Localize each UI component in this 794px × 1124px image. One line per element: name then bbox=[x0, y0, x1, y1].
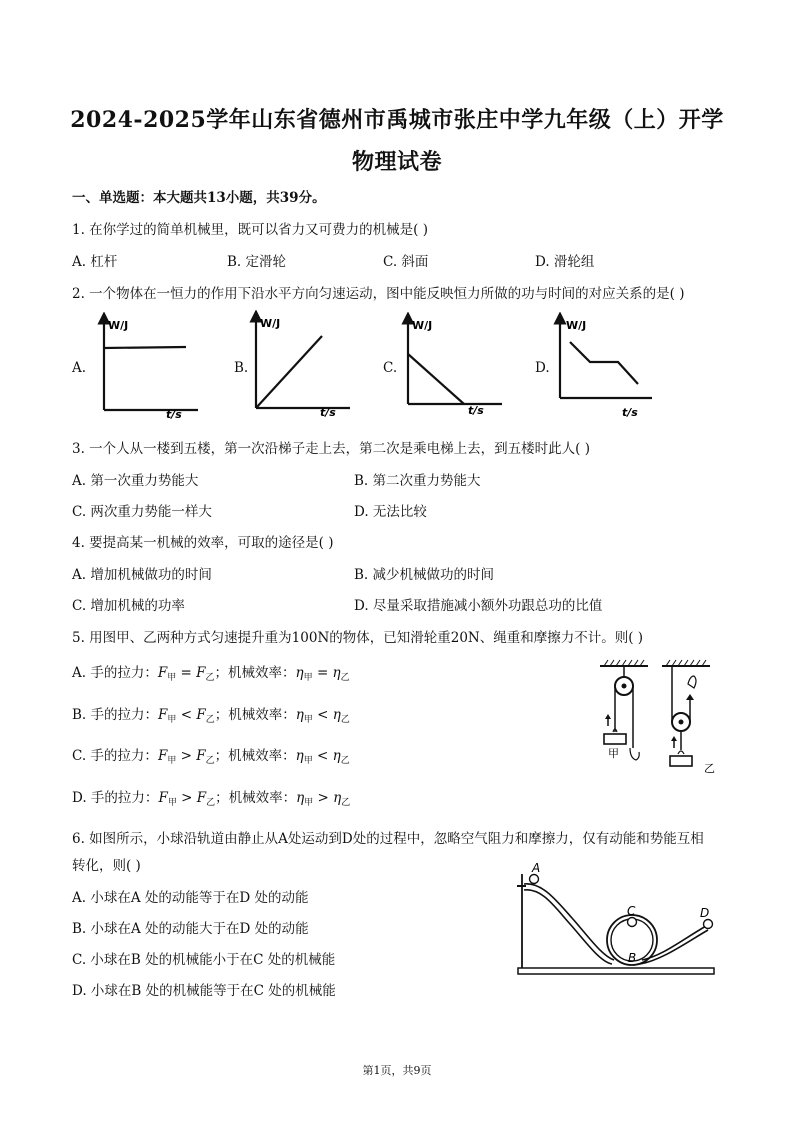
q4-option-c: C. 增加机械的功率 bbox=[72, 598, 185, 614]
graph-a-ylabel: W/J bbox=[108, 319, 129, 332]
q3-option-b: B. 第二次重力势能大 bbox=[354, 473, 481, 489]
q4-option-b: B. 减少机械做功的时间 bbox=[354, 567, 495, 583]
graph-a-xlabel: t/s bbox=[166, 408, 182, 420]
section-heading: 一、单选题：本大题共13小题，共39分。 bbox=[72, 190, 326, 206]
page-title: 2024-2025学年山东省德州市禹城市张庄中学九年级（上）开学 bbox=[70, 107, 724, 133]
q1-option-c: C. 斜面 bbox=[383, 254, 429, 270]
q4-stem: 4. 要提高某一机械的效率，可取的途径是( ) bbox=[72, 535, 334, 551]
q2-option-c: C. bbox=[383, 360, 398, 376]
q5-option-a: A. 手的拉力：$F_甲 = F_乙$；机械效率：$\eta_甲 = \eta_乙$ bbox=[72, 665, 350, 683]
track-label-d: D bbox=[700, 906, 710, 920]
q6-option-d: D. 小球在B 处的机械能等于在C 处的机械能 bbox=[72, 983, 336, 999]
q2-graph-c bbox=[396, 312, 506, 420]
track-label-c: C bbox=[627, 904, 636, 918]
q5-stem: 5. 用图甲、乙两种方式匀速提升重为100N的物体，已知滑轮重20N、绳重和摩擦力不计。则( ) bbox=[72, 630, 644, 646]
pulley-label-yi: 乙 bbox=[704, 762, 715, 775]
q4-option-d: D. 尽量采取措施减小额外功跟总功的比值 bbox=[354, 598, 603, 614]
q1-option-a: A. 杠杆 bbox=[72, 254, 118, 270]
q2-graph-d bbox=[548, 312, 660, 422]
q2-graph-b bbox=[244, 310, 354, 418]
q3-stem: 3. 一个人从一楼到五楼，第一次沿梯子走上去，第二次是乘电梯上去，到五楼时此人( ) bbox=[72, 441, 590, 457]
q6-option-b: B. 小球在A 处的动能大于在D 处的动能 bbox=[72, 921, 309, 937]
q5-option-b: B. 手的拉力：$F_甲 < F_乙$；机械效率：$\eta_甲 < \eta_乙$ bbox=[72, 707, 350, 725]
q5-pulley-figure bbox=[596, 656, 726, 784]
graph-d-ylabel: W/J bbox=[566, 319, 587, 332]
q6-track-figure bbox=[512, 860, 722, 980]
q6-stem-line1: 6. 如图所示，小球沿轨道由静止从A处运动到D处的过程中，忽略空气阻力和摩擦力，仅有动能和势能互相 bbox=[72, 831, 704, 847]
page-footer: 第1页，共9页 bbox=[362, 1064, 432, 1077]
q2-option-d: D. bbox=[535, 360, 550, 376]
graph-b-ylabel: W/J bbox=[260, 317, 281, 330]
q3-option-c: C. 两次重力势能一样大 bbox=[72, 504, 212, 520]
q5-option-c: C. 手的拉力：$F_甲 > F_乙$；机械效率：$\eta_甲 < \eta_乙$ bbox=[72, 748, 350, 766]
page-subtitle: 物理试卷 bbox=[351, 149, 442, 175]
track-label-b: B bbox=[628, 951, 637, 965]
q3-option-d: D. 无法比较 bbox=[354, 504, 427, 520]
q5-option-d: D. 手的拉力：$F_甲 > F_乙$；机械效率：$\eta_甲 > \eta_乙$ bbox=[72, 790, 351, 808]
q2-option-b: B. bbox=[234, 360, 249, 376]
q1-option-b: B. 定滑轮 bbox=[227, 254, 287, 270]
q1-option-d: D. 滑轮组 bbox=[535, 254, 595, 270]
q4-option-a: A. 增加机械做功的时间 bbox=[72, 567, 212, 583]
q2-stem: 2. 一个物体在一恒力的作用下沿水平方向匀速运动，图中能反映恒力所做的功与时间的对应关系的是( ) bbox=[72, 286, 685, 302]
q6-option-c: C. 小球在B 处的机械能小于在C 处的机械能 bbox=[72, 952, 336, 968]
graph-c-ylabel: W/J bbox=[412, 319, 433, 332]
graph-c-xlabel: t/s bbox=[468, 404, 484, 417]
q3-option-a: A. 第一次重力势能大 bbox=[72, 473, 199, 489]
q6-stem-line2: 转化，则( ) bbox=[72, 858, 141, 874]
pulley-label-jia: 甲 bbox=[608, 747, 619, 760]
q2-option-a: A. bbox=[72, 360, 87, 376]
track-label-a: A bbox=[532, 861, 541, 875]
q1-stem: 1. 在你学过的简单机械里，既可以省力又可费力的机械是( ) bbox=[72, 222, 428, 238]
q2-graph-a bbox=[92, 312, 202, 420]
q6-option-a: A. 小球在A 处的动能等于在D 处的动能 bbox=[72, 890, 309, 906]
graph-b-xlabel: t/s bbox=[320, 406, 336, 418]
graph-d-xlabel: t/s bbox=[622, 406, 638, 419]
